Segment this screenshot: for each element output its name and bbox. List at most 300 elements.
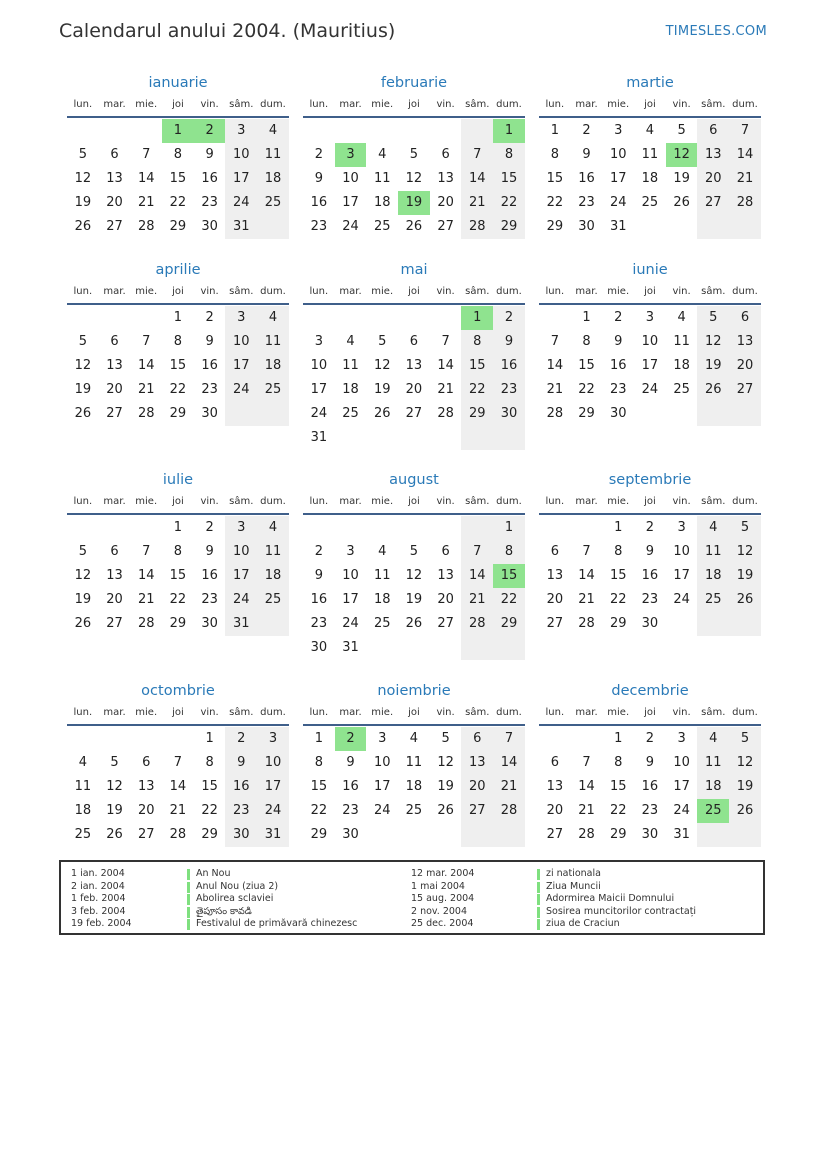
day-cell: 4 xyxy=(697,727,729,751)
day-cell: 31 xyxy=(257,823,289,847)
day-cell: 15 xyxy=(310,779,328,794)
empty-cell xyxy=(398,306,430,330)
day-cell: 23 xyxy=(578,195,595,210)
day-cell: 20 xyxy=(137,803,155,818)
day-cell: 1 xyxy=(314,731,323,746)
day-cell: 12 xyxy=(729,540,761,564)
day-cell: 1 xyxy=(582,310,591,325)
empty-cell xyxy=(493,426,525,450)
day-cell: 31 xyxy=(310,430,328,445)
day-cell: 25 xyxy=(641,195,659,210)
weekday-label: vin. xyxy=(200,496,219,507)
day-cell: 6 xyxy=(550,544,559,559)
month-noiembrie xyxy=(303,680,525,847)
day-cell: 8 xyxy=(461,330,493,354)
weekday-label: dum. xyxy=(496,99,522,110)
holiday-marker xyxy=(187,907,190,918)
day-cell: 15 xyxy=(609,568,627,583)
day-cell: 17 xyxy=(641,358,659,373)
day-cell: 17 xyxy=(373,779,391,794)
day-cell: 4 xyxy=(378,147,387,162)
empty-cell xyxy=(130,306,162,330)
day-cell: 19 xyxy=(437,779,454,794)
holiday-day-cell: 2 xyxy=(335,727,367,751)
weekday-label: vin. xyxy=(672,99,691,110)
day-cell: 12 xyxy=(405,171,423,186)
weekday-label: joi xyxy=(172,99,184,110)
day-cell: 28 xyxy=(169,827,187,842)
day-cell: 21 xyxy=(169,803,187,818)
empty-cell xyxy=(729,215,761,239)
day-cell: 7 xyxy=(493,727,525,751)
day-cell: 26 xyxy=(405,616,423,631)
day-cell: 16 xyxy=(310,195,328,210)
weekday-label: joi xyxy=(408,496,420,507)
day-cell: 17 xyxy=(342,592,359,607)
day-cell: 20 xyxy=(437,195,454,210)
day-cell: 3 xyxy=(645,310,655,325)
weekday-label: joi xyxy=(644,707,656,718)
holiday-marker xyxy=(187,882,190,893)
month-name: aprilie xyxy=(155,262,201,278)
day-cell: 28 xyxy=(461,612,493,636)
weekday-label: vin. xyxy=(672,286,691,297)
day-cell: 4 xyxy=(378,544,387,559)
day-cell: 23 xyxy=(641,592,659,607)
weekday-label: joi xyxy=(408,99,420,110)
day-cell: 18 xyxy=(373,195,391,210)
empty-cell xyxy=(461,426,493,450)
day-cell: 10 xyxy=(673,544,690,559)
holiday-date: 2 nov. 2004 xyxy=(411,905,467,917)
day-cell: 30 xyxy=(609,406,627,421)
day-cell: 26 xyxy=(729,588,761,612)
day-cell: 13 xyxy=(729,330,761,354)
day-cell: 20 xyxy=(546,592,564,607)
day-cell: 27 xyxy=(437,219,454,234)
day-cell: 26 xyxy=(729,799,761,823)
day-cell: 19 xyxy=(74,592,92,607)
weekday-label: lun. xyxy=(545,707,565,718)
holiday-name: Sosirea muncitorilor contractați xyxy=(546,905,697,917)
weekday-label: vin. xyxy=(672,707,691,718)
weekday-label: vin. xyxy=(436,496,455,507)
day-cell: 22 xyxy=(461,378,493,402)
day-cell: 2 xyxy=(582,123,591,138)
month-name: septembrie xyxy=(608,472,692,488)
weekday-header xyxy=(303,281,525,305)
day-cell: 28 xyxy=(437,406,454,421)
weekday-label: mar. xyxy=(575,99,598,110)
day-cell: 8 xyxy=(614,544,623,559)
day-cell: 23 xyxy=(310,219,328,234)
empty-cell xyxy=(366,306,398,330)
day-cell: 17 xyxy=(225,354,257,378)
day-cell: 18 xyxy=(342,382,359,397)
month-iulie xyxy=(67,469,289,636)
weekday-label: vin. xyxy=(436,286,455,297)
weekday-label: mar. xyxy=(103,496,126,507)
day-cell: 1 xyxy=(173,310,183,325)
empty-cell xyxy=(697,612,729,636)
month-name: august xyxy=(389,472,439,488)
empty-cell xyxy=(398,119,430,143)
day-cell: 18 xyxy=(257,354,289,378)
empty-cell xyxy=(99,516,131,540)
day-cell: 7 xyxy=(461,540,493,564)
day-cell: 23 xyxy=(225,799,257,823)
day-cell: 26 xyxy=(437,803,454,818)
weekday-label: sâm. xyxy=(701,496,726,507)
day-cell: 25 xyxy=(342,406,359,421)
day-cell: 21 xyxy=(461,588,493,612)
empty-cell xyxy=(366,823,398,847)
day-cell: 12 xyxy=(106,779,123,794)
day-grid xyxy=(67,306,289,426)
day-cell: 12 xyxy=(74,568,92,583)
day-cell: 11 xyxy=(697,751,729,775)
weekday-label: joi xyxy=(408,286,420,297)
day-cell: 17 xyxy=(342,195,359,210)
day-cell: 21 xyxy=(137,195,155,210)
weekday-label: joi xyxy=(408,707,420,718)
day-cell: 14 xyxy=(546,358,564,373)
empty-cell xyxy=(461,119,493,143)
day-cell: 28 xyxy=(729,191,761,215)
day-cell: 15 xyxy=(201,779,218,794)
day-cell: 8 xyxy=(173,544,183,559)
day-cell: 23 xyxy=(201,592,218,607)
day-cell: 17 xyxy=(225,564,257,588)
day-cell: 12 xyxy=(74,358,92,373)
day-cell: 16 xyxy=(609,358,627,373)
day-cell: 18 xyxy=(257,564,289,588)
empty-cell xyxy=(430,306,462,330)
weekday-label: dum. xyxy=(260,496,286,507)
empty-cell xyxy=(366,516,398,540)
weekday-label: dum. xyxy=(260,99,286,110)
day-cell: 20 xyxy=(461,775,493,799)
holiday-date: 2 ian. 2004 xyxy=(71,880,125,892)
day-cell: 14 xyxy=(461,564,493,588)
empty-cell xyxy=(430,823,462,847)
day-cell: 29 xyxy=(169,406,187,421)
weekday-label: lun. xyxy=(545,286,565,297)
weekday-label: joi xyxy=(172,496,184,507)
day-cell: 8 xyxy=(173,147,183,162)
weekday-header xyxy=(67,94,289,118)
month-name: decembrie xyxy=(611,683,689,699)
day-cell: 22 xyxy=(310,803,328,818)
day-cell: 3 xyxy=(378,731,387,746)
day-cell: 15 xyxy=(609,779,627,794)
day-cell: 10 xyxy=(225,540,257,564)
day-cell: 5 xyxy=(78,147,87,162)
weekday-label: mie. xyxy=(607,707,630,718)
holiday-date: 1 ian. 2004 xyxy=(71,868,125,879)
weekday-label: dum. xyxy=(496,707,522,718)
weekday-label: vin. xyxy=(672,496,691,507)
day-cell: 14 xyxy=(493,751,525,775)
day-cell: 21 xyxy=(461,191,493,215)
day-cell: 7 xyxy=(142,147,151,162)
day-cell: 14 xyxy=(729,143,761,167)
weekday-label: sâm. xyxy=(465,496,490,507)
day-cell: 28 xyxy=(493,799,525,823)
day-cell: 28 xyxy=(578,827,595,842)
day-cell: 7 xyxy=(461,143,493,167)
weekday-label: sâm. xyxy=(229,707,254,718)
day-cell: 24 xyxy=(641,382,659,397)
month-iunie xyxy=(539,259,761,426)
day-cell: 14 xyxy=(137,358,155,373)
day-cell: 21 xyxy=(578,592,595,607)
day-cell: 7 xyxy=(173,755,183,770)
day-cell: 4 xyxy=(645,123,655,138)
day-cell: 15 xyxy=(546,171,564,186)
day-cell: 10 xyxy=(641,334,659,349)
day-cell: 30 xyxy=(342,827,359,842)
day-cell: 11 xyxy=(74,779,92,794)
weekday-label: sâm. xyxy=(229,286,254,297)
day-cell: 12 xyxy=(697,330,729,354)
weekday-header xyxy=(303,491,525,515)
day-cell: 19 xyxy=(106,803,123,818)
day-cell: 26 xyxy=(697,378,729,402)
day-cell: 18 xyxy=(673,358,690,373)
holiday-day-cell: 25 xyxy=(697,799,729,823)
day-cell: 9 xyxy=(614,334,623,349)
weekday-label: mar. xyxy=(339,707,362,718)
day-cell: 4 xyxy=(257,119,289,143)
empty-cell xyxy=(257,612,289,636)
day-cell: 7 xyxy=(142,544,151,559)
day-cell: 23 xyxy=(641,803,659,818)
day-cell: 2 xyxy=(614,310,623,325)
day-cell: 20 xyxy=(729,354,761,378)
day-cell: 22 xyxy=(169,382,187,397)
day-cell: 18 xyxy=(373,592,391,607)
day-cell: 9 xyxy=(225,751,257,775)
day-cell: 8 xyxy=(493,540,525,564)
weekday-label: mar. xyxy=(575,707,598,718)
day-cell: 9 xyxy=(346,755,355,770)
empty-cell xyxy=(430,636,462,660)
empty-cell xyxy=(634,402,666,426)
day-cell: 14 xyxy=(169,779,187,794)
day-cell: 7 xyxy=(582,544,591,559)
empty-cell xyxy=(697,402,729,426)
day-cell: 23 xyxy=(342,803,359,818)
day-grid xyxy=(303,119,525,239)
day-cell: 21 xyxy=(546,382,564,397)
empty-cell xyxy=(666,215,698,239)
brand-link[interactable]: TIMESLES.COM xyxy=(665,24,767,39)
day-cell: 23 xyxy=(493,378,525,402)
empty-cell xyxy=(130,516,162,540)
day-cell: 13 xyxy=(546,779,564,794)
weekday-label: dum. xyxy=(496,286,522,297)
weekday-label: dum. xyxy=(496,496,522,507)
day-cell: 19 xyxy=(697,354,729,378)
day-cell: 28 xyxy=(546,406,564,421)
day-cell: 14 xyxy=(137,171,155,186)
day-cell: 5 xyxy=(409,147,419,162)
day-cell: 21 xyxy=(729,167,761,191)
month-name: octombrie xyxy=(141,683,215,699)
day-cell: 25 xyxy=(257,378,289,402)
day-cell: 24 xyxy=(225,588,257,612)
day-cell: 29 xyxy=(493,215,525,239)
weekday-label: mar. xyxy=(103,707,126,718)
day-cell: 1 xyxy=(493,516,525,540)
day-cell: 15 xyxy=(461,354,493,378)
month-name: martie xyxy=(626,75,674,91)
day-cell: 20 xyxy=(697,167,729,191)
day-cell: 21 xyxy=(137,382,155,397)
day-cell: 4 xyxy=(257,306,289,330)
day-cell: 18 xyxy=(257,167,289,191)
holiday-marker xyxy=(187,869,190,880)
day-cell: 13 xyxy=(546,568,564,583)
weekday-label: sâm. xyxy=(465,286,490,297)
day-cell: 8 xyxy=(550,147,559,162)
day-cell: 29 xyxy=(310,827,328,842)
holiday-date: 25 dec. 2004 xyxy=(411,918,474,929)
day-cell: 7 xyxy=(550,334,559,349)
day-cell: 8 xyxy=(205,755,214,770)
day-cell: 29 xyxy=(201,827,218,842)
day-cell: 22 xyxy=(169,592,187,607)
day-cell: 27 xyxy=(106,616,123,631)
day-cell: 17 xyxy=(310,382,328,397)
empty-cell xyxy=(67,727,99,751)
day-cell: 13 xyxy=(137,779,155,794)
weekday-header xyxy=(67,491,289,515)
day-cell: 10 xyxy=(609,147,627,162)
day-cell: 22 xyxy=(493,588,525,612)
day-cell: 16 xyxy=(641,568,659,583)
day-cell: 19 xyxy=(729,564,761,588)
day-cell: 12 xyxy=(373,358,391,373)
day-cell: 28 xyxy=(137,616,155,631)
day-cell: 13 xyxy=(405,358,423,373)
day-cell: 26 xyxy=(106,827,123,842)
empty-cell xyxy=(257,215,289,239)
holiday-marker xyxy=(537,919,540,930)
empty-cell xyxy=(729,402,761,426)
empty-cell xyxy=(130,119,162,143)
day-cell: 16 xyxy=(641,779,659,794)
day-cell: 27 xyxy=(137,827,155,842)
weekday-label: lun. xyxy=(73,496,93,507)
empty-cell xyxy=(430,516,462,540)
month-septembrie xyxy=(539,469,761,636)
weekday-label: mie. xyxy=(135,496,158,507)
weekday-header xyxy=(303,94,525,118)
holiday-day-cell: 19 xyxy=(398,191,430,215)
empty-cell xyxy=(257,402,289,426)
weekday-label: mar. xyxy=(575,286,598,297)
day-cell: 29 xyxy=(169,616,187,631)
day-cell: 12 xyxy=(437,755,454,770)
day-cell: 13 xyxy=(461,751,493,775)
day-cell: 5 xyxy=(78,334,87,349)
day-cell: 1 xyxy=(614,520,623,535)
day-cell: 27 xyxy=(106,219,123,234)
day-cell: 16 xyxy=(225,775,257,799)
day-cell: 6 xyxy=(461,727,493,751)
day-cell: 18 xyxy=(697,564,729,588)
day-cell: 21 xyxy=(493,775,525,799)
weekday-label: vin. xyxy=(200,707,219,718)
empty-cell xyxy=(335,306,367,330)
day-grid xyxy=(539,119,761,239)
weekday-label: mie. xyxy=(371,707,394,718)
weekday-header xyxy=(67,281,289,305)
holiday-date: 15 aug. 2004 xyxy=(411,893,475,904)
day-cell: 18 xyxy=(641,171,659,186)
day-cell: 20 xyxy=(546,803,564,818)
day-cell: 24 xyxy=(225,191,257,215)
day-cell: 10 xyxy=(225,330,257,354)
empty-cell xyxy=(130,727,162,751)
day-cell: 9 xyxy=(205,334,214,349)
day-cell: 10 xyxy=(257,751,289,775)
day-cell: 13 xyxy=(697,143,729,167)
weekday-header xyxy=(539,94,761,118)
day-cell: 24 xyxy=(673,803,690,818)
day-cell: 27 xyxy=(697,191,729,215)
weekday-label: lun. xyxy=(73,286,93,297)
day-grid xyxy=(303,727,525,847)
holiday-name: zi nationala xyxy=(546,868,601,879)
empty-cell xyxy=(398,426,430,450)
day-cell: 14 xyxy=(578,779,595,794)
weekday-label: joi xyxy=(172,707,184,718)
day-cell: 25 xyxy=(257,588,289,612)
day-cell: 19 xyxy=(729,775,761,799)
day-cell: 27 xyxy=(437,616,454,631)
empty-cell xyxy=(335,426,367,450)
day-cell: 11 xyxy=(697,540,729,564)
holiday-day-cell: 3 xyxy=(335,143,367,167)
day-cell: 26 xyxy=(373,406,391,421)
day-cell: 24 xyxy=(673,592,690,607)
weekday-label: lun. xyxy=(545,99,565,110)
day-cell: 20 xyxy=(405,382,423,397)
day-cell: 22 xyxy=(493,191,525,215)
day-grid xyxy=(539,516,761,636)
day-cell: 28 xyxy=(137,406,155,421)
day-cell: 22 xyxy=(546,195,564,210)
day-cell: 17 xyxy=(609,171,627,186)
day-cell: 19 xyxy=(673,171,690,186)
day-cell: 14 xyxy=(137,568,155,583)
empty-cell xyxy=(430,119,462,143)
day-cell: 26 xyxy=(74,406,92,421)
holiday-day-cell: 2 xyxy=(194,119,226,143)
weekday-label: lun. xyxy=(73,99,93,110)
day-cell: 5 xyxy=(729,516,761,540)
month-martie xyxy=(539,72,761,239)
day-cell: 17 xyxy=(225,167,257,191)
holiday-date: 1 feb. 2004 xyxy=(71,893,126,904)
day-cell: 13 xyxy=(106,171,123,186)
day-cell: 9 xyxy=(493,330,525,354)
day-cell: 13 xyxy=(437,568,454,583)
day-cell: 15 xyxy=(169,358,187,373)
